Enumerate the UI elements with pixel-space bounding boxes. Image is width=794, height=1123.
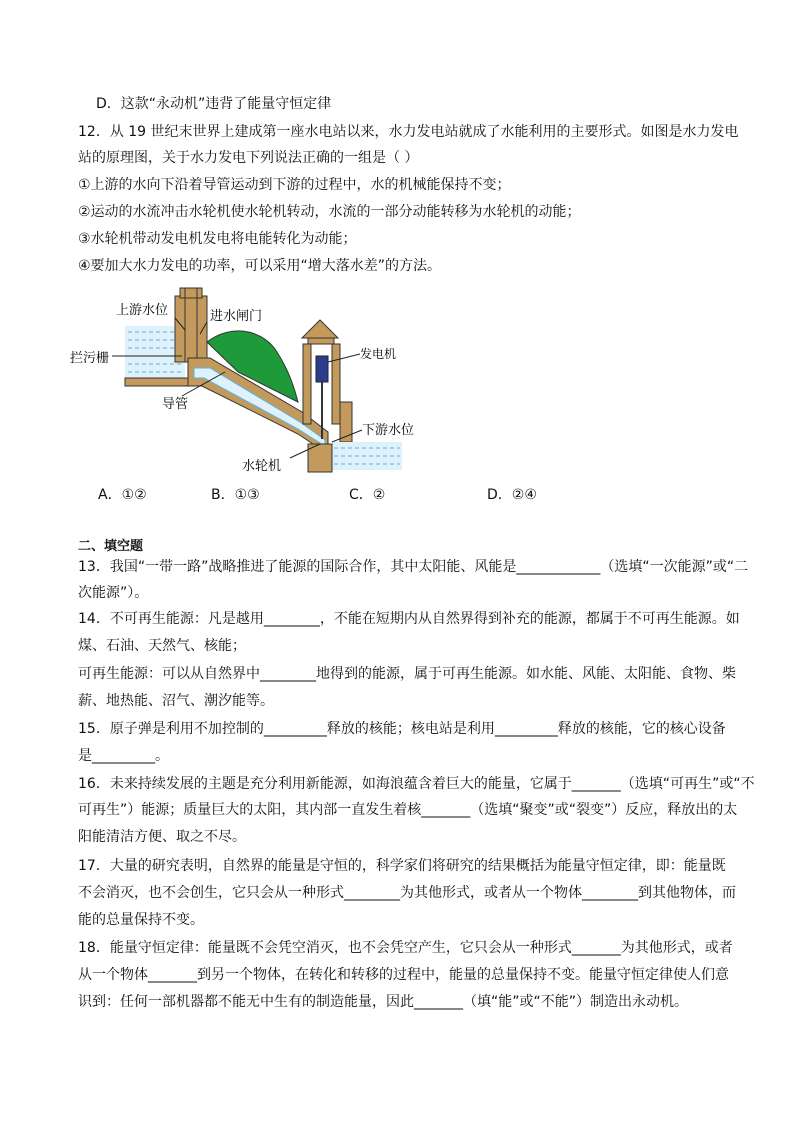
text-line: 是_________。	[78, 748, 169, 764]
q12-stem-line-1: 12．从 19 世纪末世界上建成第一座水电站以来，水力发电站就成了水能利用的主要形式。如图是水力发电	[78, 124, 739, 140]
gate-tower	[175, 296, 207, 362]
text-line: 薪、地热能、沼气、潮汐能等。	[78, 693, 274, 709]
label-upstream: 上游水位	[116, 303, 169, 318]
q12-choice-d: D．②④	[487, 487, 537, 503]
text-line: 煤、石油、天然气、核能；	[78, 638, 246, 654]
text-line: 能的总量保持不变。	[78, 912, 204, 928]
text-line: 17．大量的研究表明，自然界的能量是守恒的，科学家们将研究的结果概括为能量守恒定律，即：能量既	[78, 858, 726, 874]
q11-option-d: D．这款“永动机”违背了能量守恒定律	[96, 96, 332, 112]
text-line: 可再生”）能源；质量巨大的太阳，其内部一直发生着核_______（选填“聚变”或“裂变”）反应，释放出的太	[78, 802, 738, 818]
section-title: 二、填空题	[78, 539, 144, 554]
q12-choice-a: A．①②	[98, 487, 147, 503]
q12-statement-4: ④要加大水力发电的功率，可以采用“增大落水差”的方法。	[78, 258, 442, 274]
q12-stem-line-2: 站的原理图，关于水力发电下列说法正确的一组是（ ）	[78, 150, 419, 166]
q12-statement-2: ②运动的水流冲击水轮机使水轮机转动，水流的一部分动能转移为水轮机的动能；	[78, 204, 581, 220]
powerhouse-roof	[302, 320, 338, 338]
dam-body	[125, 378, 188, 386]
generator	[316, 356, 328, 382]
label-generator: 发电机	[360, 347, 397, 361]
q12-choice-b: B．①③	[211, 487, 260, 503]
text-line: 18．能量守恒定律：能量既不会凭空消灭，也不会凭空产生，它只会从一种形式_______为其他形式，或者	[78, 940, 733, 956]
label-gate: 进水闸门	[210, 309, 263, 324]
text-line: 15．原子弹是利用不加控制的_________释放的核能；核电站是利用_________释放的核能，它的核心设备	[78, 721, 726, 737]
label-pipe: 导管	[162, 397, 189, 412]
label-turbine: 水轮机	[242, 459, 282, 474]
text-line: 13．我国“一带一路”战略推进了能源的国际合作，其中太阳能、风能是____________（选填“一次能源”或“二	[78, 559, 749, 575]
text-line: 识到：任何一部机器都不能无中生有的制造能量，因此_______（填“能”或“不能”）制造出永动机。	[78, 994, 689, 1010]
text-line: 16．未来持续发展的主题是充分利用新能源，如海浪蕴含着巨大的能量，它属于_______（选填“可再生”或“不	[78, 776, 755, 792]
text-line: 阳能清洁方便、取之不尽。	[78, 829, 246, 845]
text-line: 从一个物体_______到另一个物体，在转化和转移的过程中，能量的总量保持不变。能量守恒定律使人们意	[78, 967, 729, 983]
text-line: 不会消灭，也不会创生，它只会从一种形式________为其他形式，或者从一个物体________到其他物体，而	[78, 885, 736, 901]
text-line: 次能源”）。	[78, 585, 149, 601]
text-line: 可再生能源：可以从自然界中________地得到的能源，属于可再生能源。如水能、风能、太阳能、食物、柴	[78, 666, 736, 682]
q12-statement-1: ①上游的水向下沿着导管运动到下游的过程中，水的机械能保持不变；	[78, 177, 511, 193]
q12-statement-3: ③水轮机带动发电机发电将电能转化为动能；	[78, 231, 357, 247]
hydropower-diagram	[70, 284, 430, 484]
label-downstream: 下游水位	[362, 423, 415, 438]
q12-choice-c: C．②	[349, 487, 386, 503]
text-line: 14．不可再生能源：凡是越用________，不能在短期内从自然界得到补充的能源，都属于不可再生能源。如	[78, 611, 740, 627]
label-trash-rack: 拦污栅	[70, 351, 110, 366]
